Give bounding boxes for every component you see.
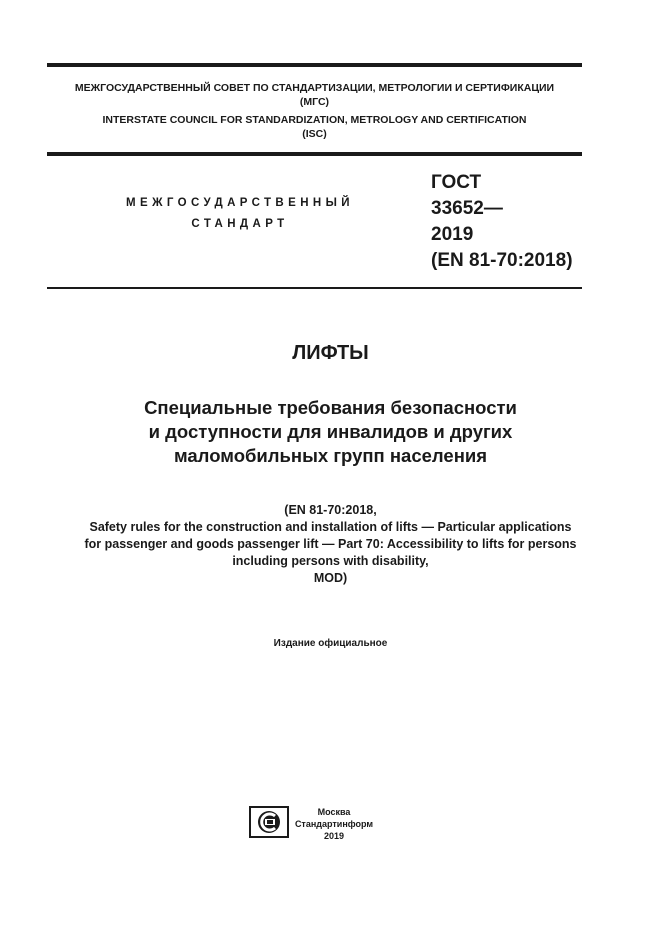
publisher-year: 2019 xyxy=(323,831,345,841)
gost-year: 2019 xyxy=(431,224,474,245)
subtitle-line2: и доступности для инвалидов и других xyxy=(148,421,513,442)
english-description xyxy=(0,502,661,587)
publisher-info xyxy=(292,806,376,842)
en-desc-line5: MOD) xyxy=(313,571,348,585)
standard-type-line1: МЕЖГОСУДАРСТВЕННЫЙ xyxy=(126,197,354,209)
gost-label: ГОСТ xyxy=(431,172,482,193)
thin-rule xyxy=(47,287,582,289)
publisher-name: Стандартинформ xyxy=(294,819,374,829)
council-en-name: INTERSTATE COUNCIL FOR STANDARDIZATION, METROLOGY AND CERTIFICATION xyxy=(102,114,527,126)
gost-equivalent: (EN 81-70:2018) xyxy=(431,250,573,271)
en-desc-line1: (EN 81-70:2018, xyxy=(284,503,377,517)
top-rule xyxy=(47,63,582,67)
gost-designation xyxy=(431,170,573,274)
council-en xyxy=(47,113,582,141)
standard-type-line2: СТАНДАРТ xyxy=(191,218,289,230)
standard-type xyxy=(100,193,380,235)
en-desc-line4: including persons with disability, xyxy=(232,554,429,568)
middle-rule xyxy=(47,152,582,156)
subtitle-line1: Специальные требования безопасности xyxy=(144,397,517,418)
council-en-abbr: (ISC) xyxy=(302,128,327,140)
document-subtitle xyxy=(0,396,661,468)
council-ru xyxy=(47,81,582,109)
council-ru-abbr: (МГС) xyxy=(299,96,330,108)
edition-note: Издание официальное xyxy=(273,638,388,649)
publisher-city: Москва xyxy=(317,807,351,817)
en-desc-line2: Safety rules for the construction and installation of lifts — Particular applications xyxy=(89,520,572,534)
subtitle-line3: маломобильных групп населения xyxy=(173,445,488,466)
standartinform-logo-icon xyxy=(249,806,289,838)
gost-number: 33652— xyxy=(431,198,503,219)
document-title: ЛИФТЫ xyxy=(292,342,369,364)
en-desc-line3: for passenger and goods passenger lift — Part 70: Accessibility to lifts for persons xyxy=(84,537,577,551)
council-ru-name: МЕЖГОСУДАРСТВЕННЫЙ СОВЕТ ПО СТАНДАРТИЗАЦИИ, МЕТРОЛОГИИ И СЕРТИФИКАЦИИ xyxy=(74,82,555,94)
